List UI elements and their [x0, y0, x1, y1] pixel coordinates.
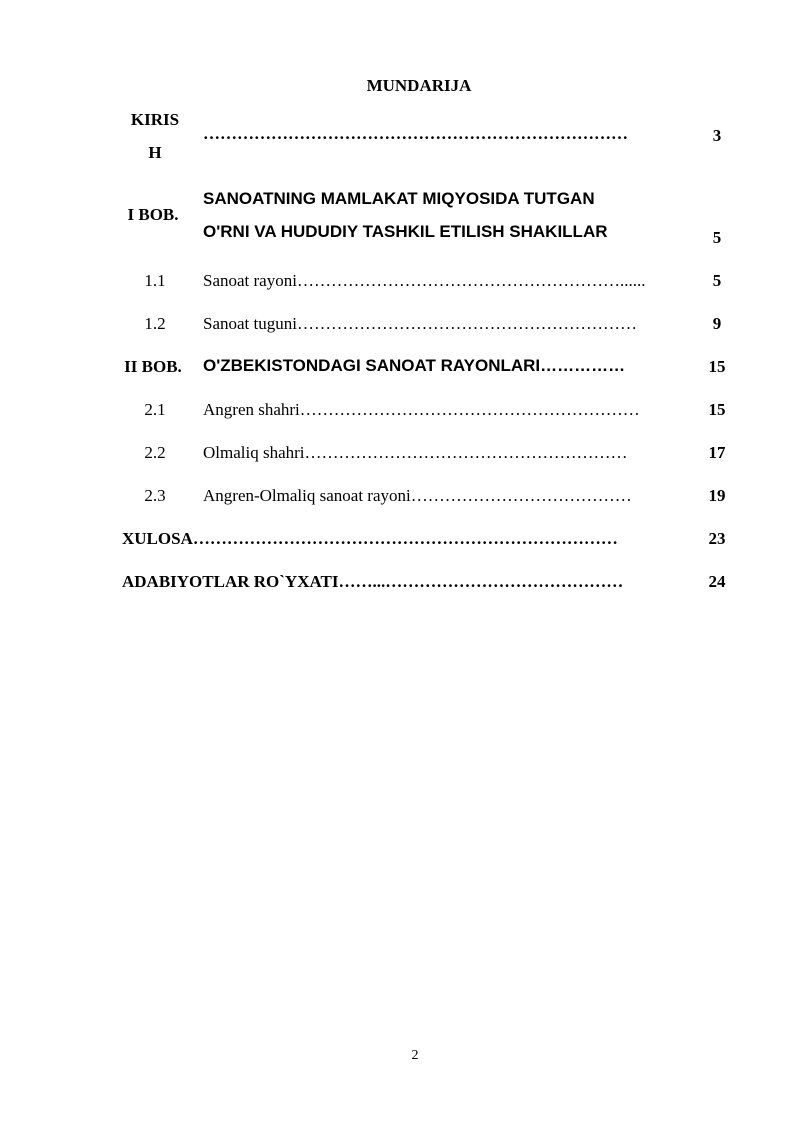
toc-chapter-title: O'ZBEKISTONDAGI SANOAT RAYONLARI…………… — [203, 356, 626, 375]
toc-section-number: 2.1 — [144, 400, 166, 419]
toc-page-number: 3 — [712, 126, 722, 145]
toc-page-number: 9 — [712, 314, 722, 333]
toc-label: KIRIS — [130, 110, 180, 129]
toc-page-number: 23 — [708, 529, 726, 548]
toc-page-number: 19 — [708, 486, 726, 505]
toc-entry-title: ADABIYOTLAR RO`YXATI……...…………………………………… — [122, 572, 624, 591]
toc-chapter-title: O'RNI VA HUDUDIY TASHKIL ETILISH SHAKILLAR — [203, 222, 608, 241]
toc-page-number: 17 — [708, 443, 726, 462]
toc-section-title: Sanoat rayoni…………………………………………………...... — [203, 271, 646, 290]
toc-section-number: 1.1 — [144, 271, 166, 290]
toc-chapter-title: SANOATNING MAMLAKAT MIQYOSIDA TUTGAN — [203, 189, 595, 208]
toc-section-title: Angren-Olmaliq sanoat rayoni………………………………… — [203, 486, 632, 505]
toc-section-number: 2.2 — [144, 443, 166, 462]
toc-chapter-label: I BOB. — [127, 205, 179, 224]
toc-section-number: 1.2 — [144, 314, 166, 333]
toc-section-number: 2.3 — [144, 486, 166, 505]
toc-section-title: Olmaliq shahri………………………………………………… — [203, 443, 628, 462]
toc-section-title: Angren shahri…………………………………………………… — [203, 400, 640, 419]
toc-label: H — [148, 143, 162, 162]
toc-chapter-label: II BOB. — [124, 357, 182, 376]
toc-page-number: 15 — [708, 357, 726, 376]
toc-page-number: 15 — [708, 400, 726, 419]
page-title: MUNDARIJA — [366, 76, 472, 95]
toc-entry-title: XULOSA………………………………………………………………… — [122, 529, 618, 548]
toc-section-title: Sanoat tuguni…………………………………………………… — [203, 314, 637, 333]
toc-page-number: 5 — [712, 228, 722, 247]
toc-page-number: 5 — [712, 271, 722, 290]
toc-dots: ………………………………………………………………… — [203, 124, 628, 143]
footer-page-number: 2 — [411, 1048, 419, 1063]
toc-page-number: 24 — [708, 572, 726, 591]
